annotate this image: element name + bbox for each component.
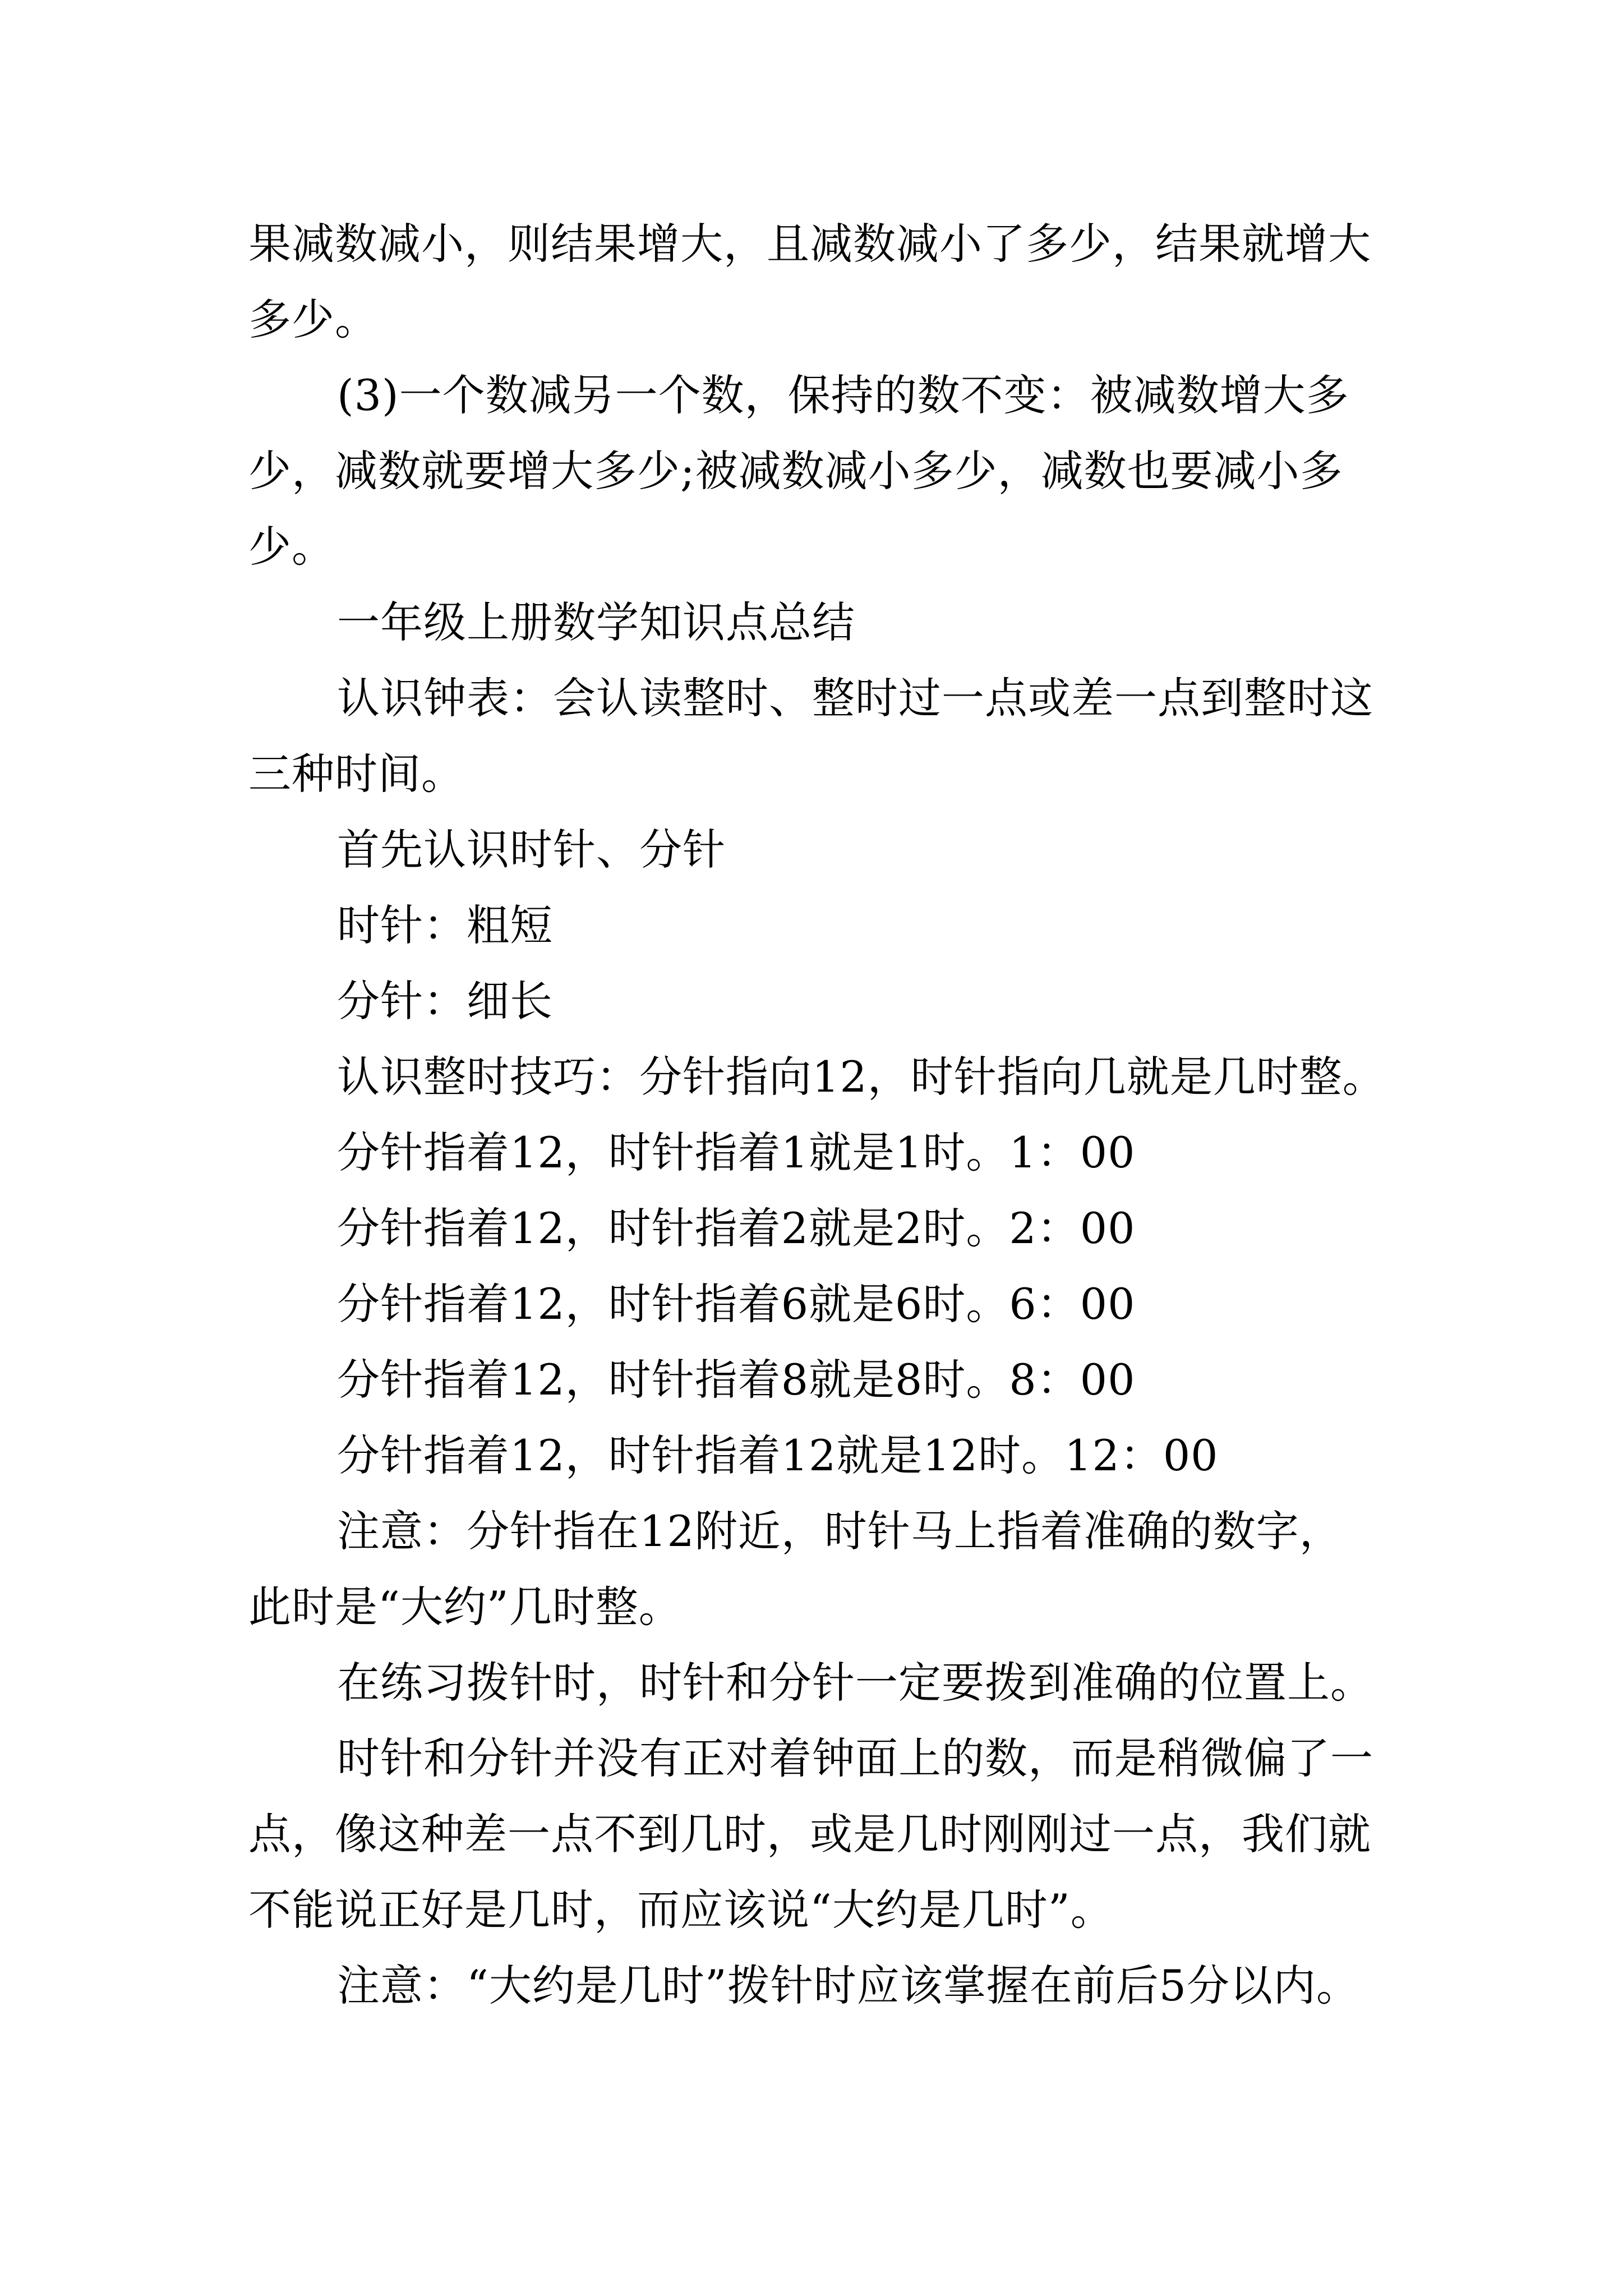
text-line: (3)一个数减另一个数，保持的数不变：被减数增大多 [337,370,1349,420]
text-line: 少，减数就要增大多少;被减数减小多少，减数也要减小多 [248,446,1343,496]
text-line: 分针指着12，时针指着12就是12时。12：00 [337,1430,1219,1480]
text-line: 首先认识时针、分针 [337,825,726,875]
text-line: 少。 [248,522,335,572]
text-line: 点，像这种差一点不到几时，或是几时刚刚过一点，我们就 [248,1809,1371,1859]
text-line: 分针指着12，时针指着6就是6时。6：00 [337,1279,1136,1329]
text-line: 注意：“大约是几时”拨针时应该掌握在前后5分以内。 [337,1961,1360,2010]
text-line: 在练习拨针时，时针和分针一定要拨到准确的位置上。 [337,1658,1373,1708]
text-line: 认识钟表：会认读整时、整时过一点或差一点到整时这 [337,673,1373,723]
text-line: 认识整时技巧：分针指向12，时针指向几就是几时整。 [337,1052,1386,1102]
text-line: 时针和分针并没有正对着钟面上的数，而是稍微偏了一 [337,1733,1373,1783]
text-line: 分针指着12，时针指着8就是8时。8：00 [337,1355,1136,1405]
text-line: 多少。 [248,295,378,344]
text-line: 不能说正好是几时，而应该说“大约是几时”。 [248,1885,1114,1935]
text-line: 分针指着12，时针指着1就是1时。1：00 [337,1128,1136,1177]
text-line: 时针：粗短 [337,900,553,950]
text-line: 此时是“大约”几时整。 [248,1582,682,1632]
text-line: 果减数减小，则结果增大，且减数减小了多少，结果就增大 [248,219,1371,269]
text-line: 分针：细长 [337,976,553,1026]
text-line: 分针指着12，时针指着2就是2时。2：00 [337,1203,1136,1253]
section-heading: 一年级上册数学知识点总结 [337,597,855,647]
text-line: 三种时间。 [248,749,464,799]
text-line: 注意：分针指在12附近，时针马上指着准确的数字， [337,1506,1343,1556]
